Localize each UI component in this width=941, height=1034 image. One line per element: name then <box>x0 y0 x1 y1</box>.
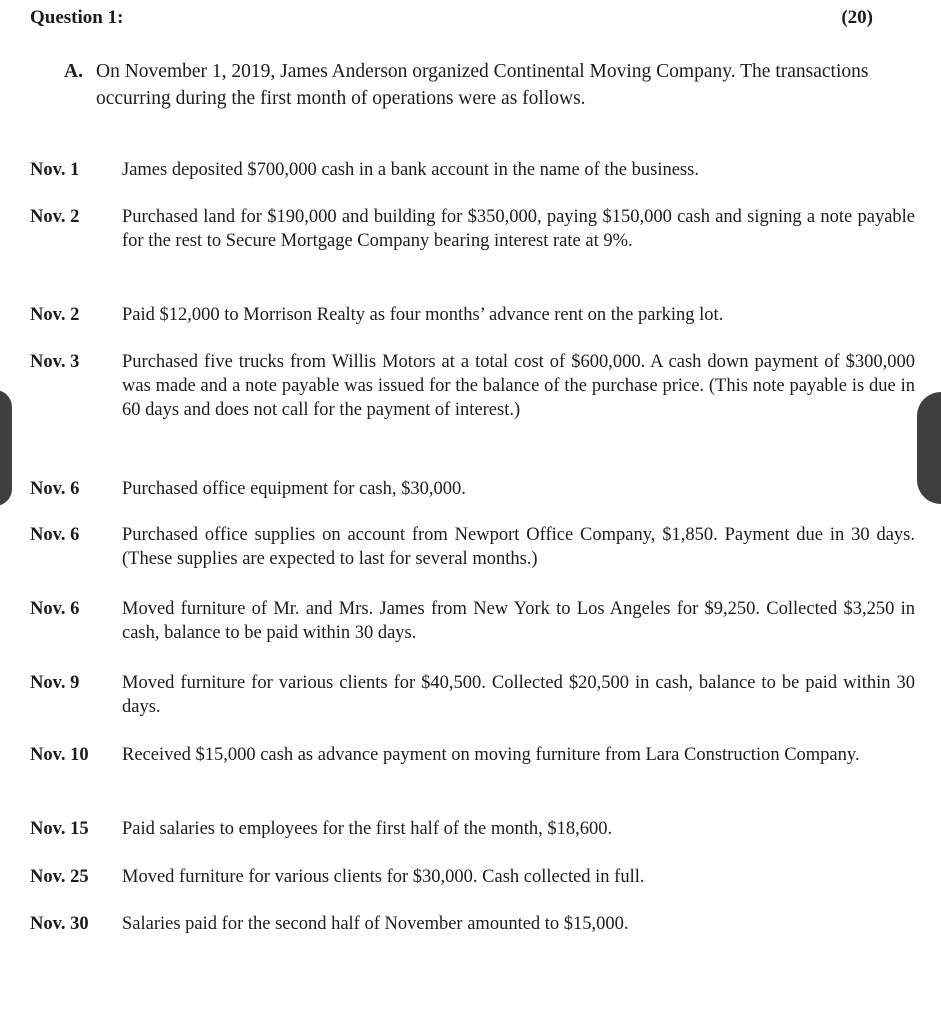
transaction-row <box>30 865 915 889</box>
transaction-row <box>30 597 915 645</box>
transaction-description: Moved furniture for various clients for $30,000. Cash collected in full. <box>122 867 645 887</box>
transaction-date: Nov. 9 <box>30 673 80 693</box>
transaction-date: Nov. 15 <box>30 819 89 839</box>
transaction-date: Nov. 2 <box>30 207 80 227</box>
transaction-row <box>30 743 915 767</box>
transaction-date: Nov. 6 <box>30 525 80 545</box>
transaction-date: Nov. 6 <box>30 599 80 619</box>
right-shadow-shape <box>917 392 941 504</box>
intro-text: On November 1, 2019, James Anderson organized Continental Moving Company. The transactions occurring during the first month of operations were as follows. <box>96 61 869 109</box>
transaction-description: James deposited $700,000 cash in a bank account in the name of the business. <box>122 160 699 180</box>
transaction-description: Paid $12,000 to Morrison Realty as four months’ advance rent on the parking lot. <box>122 305 724 325</box>
transaction-row <box>30 158 915 182</box>
intro-label: A. <box>64 61 83 82</box>
transaction-row <box>30 350 915 422</box>
transaction-description: Purchased five trucks from Willis Motors at a total cost of $600,000. A cash down payment of $300,000 was made and a note payable was issued for the balance of the purchase price. (This note payable is due in 60 days and does not call for the payment of interest.) <box>122 352 915 420</box>
transaction-row <box>30 817 915 841</box>
intro-paragraph <box>64 58 909 112</box>
transaction-description: Moved furniture for various clients for $40,500. Collected $20,500 in cash, balance to be paid within 30 days. <box>122 673 915 717</box>
transaction-row <box>30 477 915 501</box>
transaction-date: Nov. 6 <box>30 479 80 499</box>
question-title: Question 1: <box>30 7 124 28</box>
transaction-description: Paid salaries to employees for the first half of the month, $18,600. <box>122 819 613 839</box>
transaction-row <box>30 523 915 571</box>
transaction-description: Received $15,000 cash as advance payment on moving furniture from Lara Construction Company. <box>122 745 860 765</box>
transaction-row <box>30 912 915 936</box>
transaction-date: Nov. 2 <box>30 305 80 325</box>
transaction-date: Nov. 25 <box>30 867 89 887</box>
transaction-description: Salaries paid for the second half of November amounted to $15,000. <box>122 914 629 934</box>
transaction-description: Purchased office equipment for cash, $30,000. <box>122 479 466 499</box>
transaction-date: Nov. 30 <box>30 914 89 934</box>
left-shadow-shape <box>0 390 12 506</box>
transaction-date: Nov. 1 <box>30 160 80 180</box>
transaction-row <box>30 671 915 719</box>
transaction-row <box>30 303 915 327</box>
transaction-date: Nov. 3 <box>30 352 80 372</box>
transaction-row <box>30 205 915 253</box>
transaction-description: Moved furniture of Mr. and Mrs. James from New York to Los Angeles for $9,250. Collected $3,250 in cash, balance to be paid within 30 days. <box>122 599 915 643</box>
transaction-date: Nov. 10 <box>30 745 89 765</box>
transaction-description: Purchased land for $190,000 and building for $350,000, paying $150,000 cash and signing a note payable for the rest to Secure Mortgage Company bearing interest rate at 9%. <box>122 207 915 251</box>
question-points: (20) <box>841 7 873 28</box>
transaction-description: Purchased office supplies on account from Newport Office Company, $1,850. Payment due in 30 days. (These supplies are expected to last for several months.) <box>122 525 915 569</box>
